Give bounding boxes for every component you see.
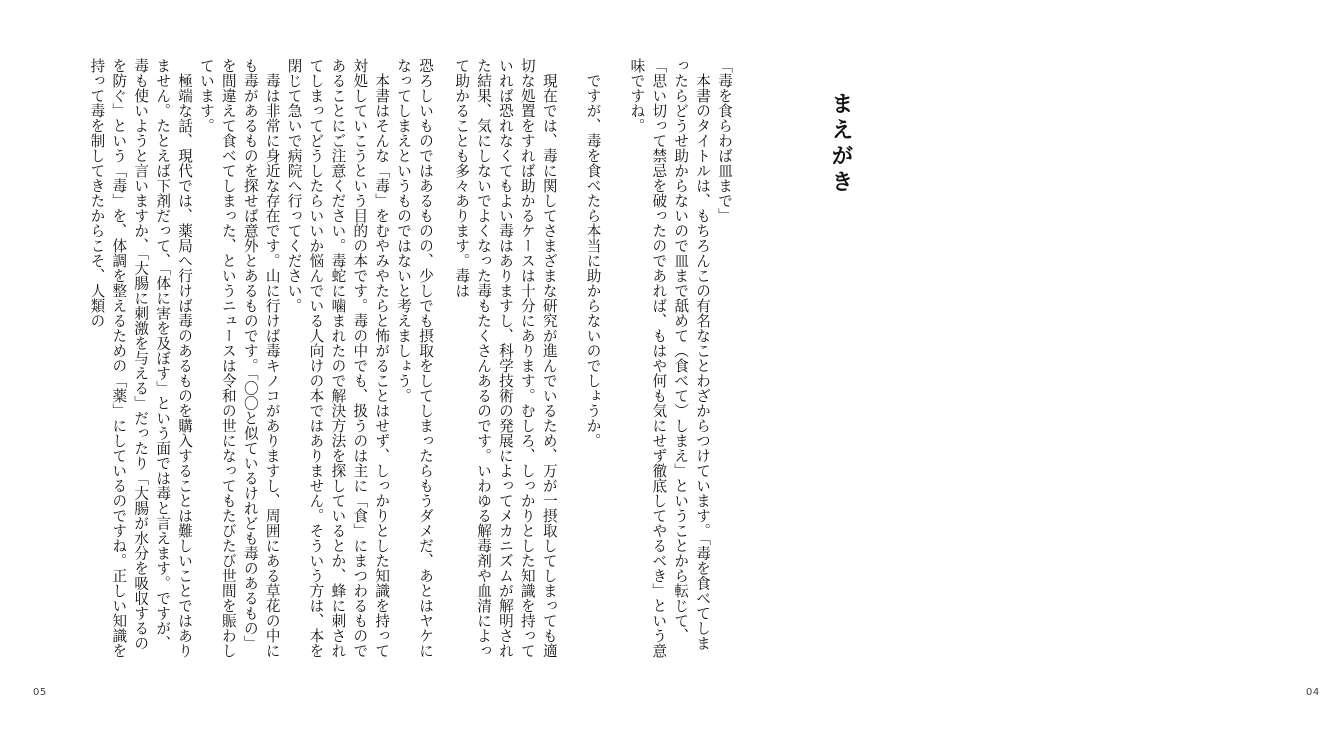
left-paragraph-4: 極端な話、現代では、薬局へ行けば毒のあるものを購入することは難しいことではありません。たとえば下剤だって、「体に害を及ぼす」という面では毒と言えます。ですが、毒も使いようと言いますか、「大腸に刺激を与える」だったり「大腸が水分を吸収するのを防ぐ」という「毒」を、体調を整えるための「薬」にしているのですね。正しい知識を持って毒を制してきたからこそ、人類の [88,58,194,658]
right-paragraph-1: 「毒を食らわば皿まで」 [716,58,733,223]
left-page-body [32,58,436,658]
right-paragraph-3 [604,58,626,658]
page-number-left: 05 [33,687,47,698]
right-page-body [453,58,735,658]
right-paragraph-6: 現在では、毒に関してさまざまな研究が進んでいるため、万が一摂取してしまっても適切な処置をすれば助かるケースは十分にあります。むしろ、しっかりとした知識を持っていれば恐れなくてもよい毒はありますし、科学技術の発展によってメカニズムが解明された結果、気にしないでよくなった毒もたくさんあるのです。いわゆる解毒剤や血清によって助かることも多々あります。毒は [453,58,558,658]
left-paragraph-3: 毒は非常に身近な存在です。山に行けば毒キノコがありますし、周囲にある草花の中にも毒があるものを探せば意外とあるものです。「〇〇と似ているけれども毒のあるもの」を間違えて食べてしまった、というニュースは令和の世になってもたびたび世間を賑わしています。 [197,58,281,658]
left-paragraph-1: 恐ろしいものではあるものの、少しでも摂取をしてしまったらもうダメだ、あとはヤケになってしまえというものではないと考えましょう。 [395,58,434,658]
right-page [450,0,1320,729]
left-page [0,0,450,729]
page-number-right: 04 [1306,687,1320,698]
right-paragraph-4: ですが、毒を食べたら本当に助からないのでしょうか。 [584,72,602,448]
left-paragraph-2: 本書はそんな「毒」をむやみやたらと怖がることはせず、しっかりとした知識を持って対処していこうという目的の本です。毒の中でも、扱うのは主に「食」にまつわるものであることにご注意ください。毒蛇に噛まれたので解決方法を探しているとか、蜂に刺されてしまってどうしたらいいか悩んでいる人向けの本ではありません。そういう方は、本を閉じて急いで病院へ行ってください。 [285,58,391,658]
right-paragraph-5 [560,58,582,658]
right-paragraph-2: 本書のタイトルは、もちろんこの有名なことわざからつけています。「毒を食べてしまったらどうせ助からないので皿まで舐めて（食べて）しまえ」ということから転じて、「思い切って禁忌を破ったのであれば、もはや何も気にせず徹底してやるべき」という意味ですね。 [628,58,712,658]
chapter-title: まえがき [828,92,853,196]
